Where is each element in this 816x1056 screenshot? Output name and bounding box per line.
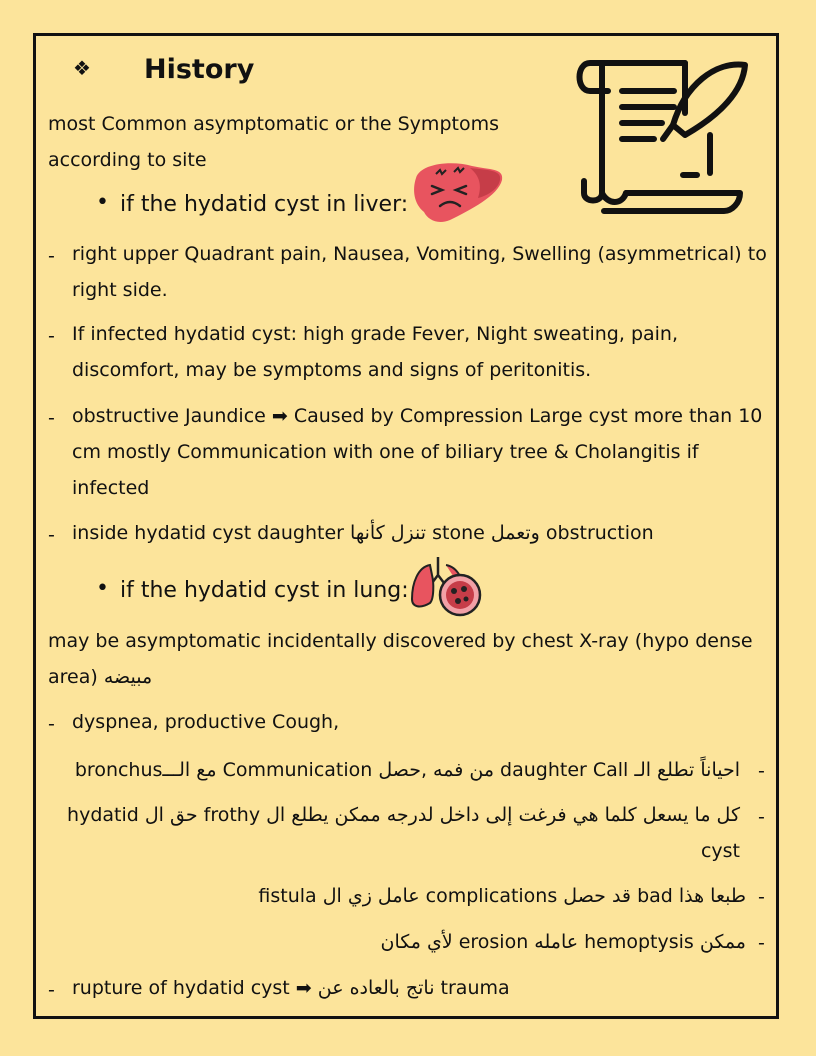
lungs-magnifier-icon — [408, 553, 484, 619]
bullet-lung: • — [96, 576, 109, 601]
dash-rtl-1: - — [758, 760, 765, 782]
liver-item-1-line-2: right side. — [72, 279, 168, 301]
liver-item-3-line-3: infected — [72, 477, 150, 499]
lung-intro-line-1: may be asymptomatic incidentally discovered by chest X-ray (hypo dense — [48, 630, 753, 652]
lung-rtl-item-3: طبعا هذا bad قد حصل complications عامل زي ال fistula — [258, 885, 746, 907]
liver-item-4: inside hydatid cyst daughter تنزل كأنها stone وتعمل obstruction — [72, 522, 654, 544]
lung-rtl-item-1: احياناً تطلع الـ daughter Call من فمه ,حصل Communication مع الـــbronchus — [74, 759, 740, 781]
liver-item-3-line-1: obstructive Jaundice ➡ Caused by Compression Large cyst more than 10 — [72, 405, 763, 427]
lung-intro-line-2: area) مبيضه — [48, 666, 153, 688]
liver-item-2-line-2: discomfort, may be symptoms and signs of peritonitis. — [72, 359, 592, 381]
dash-1: - — [48, 245, 55, 267]
lung-rtl-item-4: ممكن hemoptysis عامله erosion لأي مكان — [380, 931, 746, 953]
lung-item-1: dyspnea, productive Cough, — [72, 711, 340, 733]
dash-3: - — [48, 407, 55, 429]
diamond-marker-icon: ❖ — [73, 56, 91, 80]
liver-item-2-line-1: If infected hydatid cyst: high grade Fever, Night sweating, pain, — [72, 323, 679, 345]
lung-rtl-item-2-line-1: كل ما يسعل كلما هي فرغت إلى داخل لدرجه ممكن يطلع ال frothy حق ال hydatid — [67, 804, 740, 826]
scroll-quill-icon — [570, 55, 750, 220]
liver-item-1-line-1: right upper Quadrant pain, Nausea, Vomiting, Swelling (asymmetrical) to — [72, 243, 767, 265]
angry-liver-icon — [410, 160, 505, 225]
lung-last-item: rupture of hydatid cyst ➡ ناتج بالعاده عن trauma — [72, 977, 510, 999]
dash-rtl-4: - — [758, 932, 765, 954]
dash-last: - — [48, 979, 55, 1001]
dash-rtl-2: - — [758, 806, 765, 828]
lung-rtl-item-2-line-2: cyst — [700, 840, 740, 862]
intro-line-1: most Common asymptomatic or the Symptoms — [48, 113, 499, 135]
dash-rtl-3: - — [758, 886, 765, 908]
bullet-liver: • — [96, 190, 109, 215]
dash-4: - — [48, 524, 55, 546]
liver-item-3-line-2: cm mostly Communication with one of biliary tree & Cholangitis if — [72, 441, 699, 463]
dash-5: - — [48, 713, 55, 735]
intro-line-2: according to site — [48, 149, 207, 171]
dash-2: - — [48, 325, 55, 347]
liver-heading: if the hydatid cyst in liver: — [120, 192, 409, 217]
lung-heading: if the hydatid cyst in lung: — [120, 578, 409, 603]
section-title: History — [144, 54, 255, 85]
